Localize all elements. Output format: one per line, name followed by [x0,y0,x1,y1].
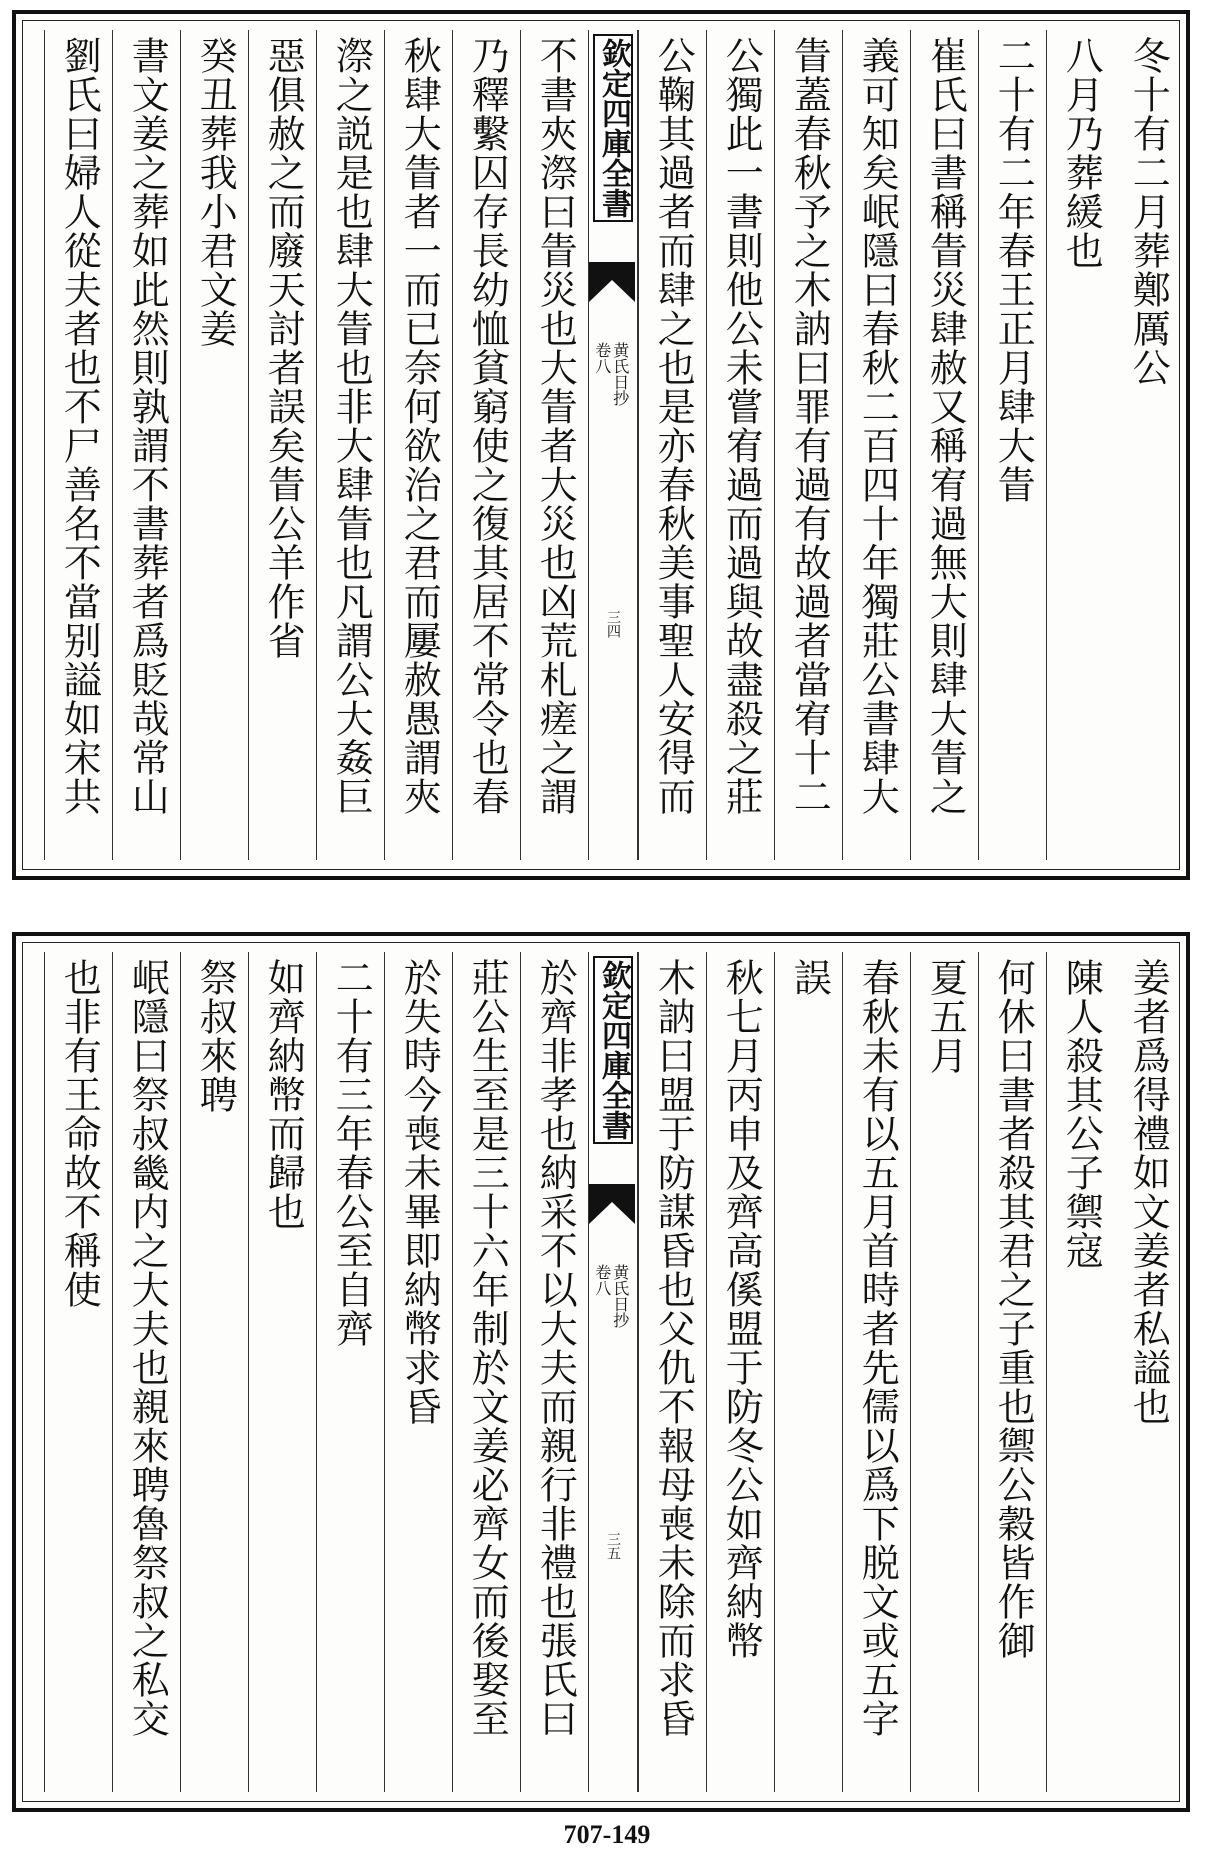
column-text: 何休曰書者殺其君之子重也禦公穀皆作御 [991,958,1036,1660]
column-text: 誤 [787,958,832,997]
text-column [1046,30,1114,860]
margin-title: 欽定四庫全書 [593,956,633,1144]
margin-folio: 三五 [605,1532,621,1560]
text-column [384,952,452,1792]
text-column [452,30,520,860]
column-text: 不書夾漈曰眚災也大眚者大災也凶荒札瘥之謂 [533,36,578,816]
text-column [774,952,842,1792]
column-text: 秋肆大眚者一而已奈何欲治之君而屢赦愚謂夾 [397,36,442,816]
text-column [248,30,316,860]
column-text: 乃釋繫囚存長幼恤貧窮使之復其居不常令也春 [465,36,510,816]
margin-folio: 三四 [605,610,621,638]
text-column [316,30,384,860]
column-text: 公鞠其過者而肆之也是亦春秋美事聖人安得而 [651,36,696,816]
text-column [1114,952,1182,1792]
column-text: 二十有三年春公至自齊 [329,958,374,1348]
column-text: 木訥曰盟于防謀昏也父仇不報母喪未除而求昏 [651,958,696,1738]
text-column [774,30,842,860]
center-margin [588,30,638,860]
column-text: 二十有二年春王正月肆大眚 [991,36,1036,504]
column-text: 岷隱曰祭叔畿内之大夫也親來聘魯祭叔之私交 [125,958,170,1738]
bottom-page [12,932,1190,1812]
column-text: 八月乃葬緩也 [1059,36,1104,270]
column-text: 義可知矣岷隱曰春秋二百四十年獨莊公書肆大 [855,36,900,816]
text-column [842,952,910,1792]
column-text: 冬十有二月葬鄭厲公 [1126,36,1171,387]
text-column [112,30,180,860]
text-column [978,952,1046,1792]
column-text: 惡俱赦之而廢天討者誤矣眚公羊作省 [261,36,306,660]
fish-tail-mark-icon [589,1184,635,1224]
margin-volume: 卷八 [592,342,612,374]
text-column [842,30,910,860]
column-text: 姜者爲得禮如文姜者私謚也 [1126,958,1171,1426]
column-text: 秋七月丙申及齊高傒盟于防冬公如齊納幣 [719,958,764,1660]
text-column [1114,30,1182,860]
text-column [910,30,978,860]
column-text: 書文姜之葬如此然則孰謂不書葬者爲貶哉常山 [125,36,170,816]
column-text: 公獨此一書則他公未嘗宥過而過與故盡殺之莊 [719,36,764,816]
margin-book-title: 黄氏日抄 [610,342,630,406]
text-column [112,952,180,1792]
column-text: 於齊非孝也納采不以大夫而親行非禮也張氏曰 [533,958,578,1738]
column-text: 癸丑葬我小君文姜 [193,36,238,348]
text-column [520,952,588,1792]
column-text: 夏五月 [923,958,968,1075]
column-text: 眚蓋春秋予之木訥曰罪有過有故過者當宥十二 [787,36,832,816]
text-column [706,952,774,1792]
margin-title: 欽定四庫全書 [593,34,633,222]
text-column [978,30,1046,860]
text-column [706,30,774,860]
column-text: 陳人殺其公子禦寇 [1059,958,1104,1270]
column-text: 春秋未有以五月首時者先儒以爲下脱文或五字 [855,958,900,1738]
column-text: 如齊納幣而歸也 [261,958,306,1231]
text-column [180,30,248,860]
text-column [44,30,112,860]
column-text: 崔氏曰書稱眚災肆赦又稱宥過無大則肆大眚之 [923,36,968,816]
text-column [44,952,112,1792]
center-margin [588,952,638,1792]
margin-volume: 卷八 [592,1264,612,1296]
column-text: 祭叔來聘 [193,958,238,1114]
column-text: 漈之説是也肆大眚也非大肆眚也凡謂公大姦巨 [329,36,374,816]
margin-book-title: 黄氏日抄 [610,1264,630,1328]
text-column [910,952,978,1792]
text-column [638,30,706,860]
text-column [384,30,452,860]
fish-tail-mark-icon [589,262,635,302]
text-column [316,952,384,1792]
text-column [1046,952,1114,1792]
column-text: 劉氏曰婦人從夫者也不尸善名不當别謚如宋共 [57,36,102,816]
text-column [638,952,706,1792]
top-page [12,10,1190,880]
column-text: 於失時今喪未畢即納幣求昏 [397,958,442,1426]
column-text: 也非有王命故不稱使 [57,958,102,1309]
text-column [180,952,248,1792]
text-column [520,30,588,860]
page-number: 707-149 [563,1820,651,1849]
column-text: 莊公生至是三十六年制於文姜必齊女而後娶至 [465,958,510,1738]
text-column [248,952,316,1792]
text-column [452,952,520,1792]
